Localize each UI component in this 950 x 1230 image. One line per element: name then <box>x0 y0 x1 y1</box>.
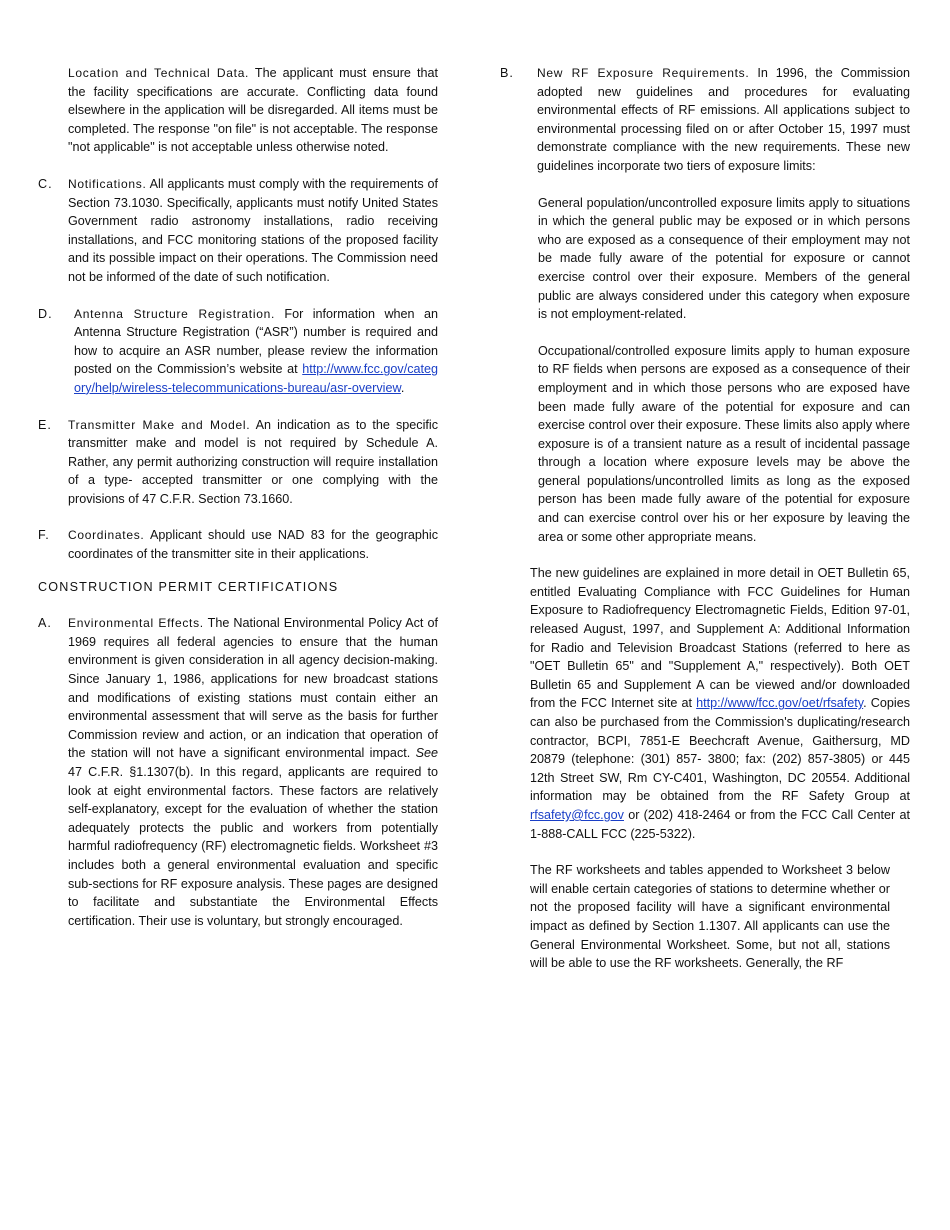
occupational-limits-paragraph: Occupational/controlled exposure limits apply to human exposure to RF fields when persons are exposed as a consequence of their employment and in which those persons who are exposed have been made fully aware of the potential for exposure and can exercise control over their exposure. These limits also apply where exposure is of a transient nature as a result of incidental passage through a location where exposure levels may be above the general populations/uncontrolled limits as long as the exposed person has been made fully aware of the potential for exposure and can exercise control over his or her exposure by leaving the area or some other appropriate means. <box>538 343 910 544</box>
environmental-effects-section <box>38 614 438 930</box>
right-column <box>500 64 910 991</box>
environmental-effects-heading: Environmental Effects. <box>68 616 204 631</box>
section-e-label: E. <box>38 417 52 432</box>
environmental-effects-text-2: 47 C.F.R. §1.1307(b). In this regard, applicants are required to look at eight environmental factors. These factors are relatively self-explanatory, except for the evaluation of whether the station adequately protects the public and workers from potentially harmful radiofrequency (RF) electromagnetic fields. Worksheet #3 includes both a general environmental evaluation and specific sub-sections for RF exposure analysis. These pages are designed to facilitate and substantiate the Environmental Effects certification. Their use is voluntary, but strongly encouraged. <box>68 765 438 928</box>
see-citation: See <box>415 746 438 761</box>
left-column <box>38 64 438 948</box>
section-c-label: C. <box>38 176 53 191</box>
oet-bulletin-text-1: The new guidelines are explained in more detail in OET Bulletin 65, entitled Evaluating Compliance with FCC Guidelines for Human Exposure to Radiofrequency Electromagnetic Fields, Edition 97-01, released August, 1997, and Supplement A: Additional Information for Radio and Television Broadcast Stations (referred to here as "OET Bulletin 65" and "Supplement A," respectively). Both OET Bulletin 65 and Supplement A can be viewed and/or downloaded from the FCC Internet site at <box>530 566 910 711</box>
coordinates-text: Applicant should use NAD 83 for the geographic coordinates of the transmitter site in their applications. <box>68 528 438 562</box>
section-f-label: F. <box>38 528 50 543</box>
construction-permit-certifications-heading: CONSTRUCTION PERMIT CERTIFICATIONS <box>38 579 339 594</box>
section-b-label: B. <box>500 66 514 80</box>
notifications-section <box>38 175 438 287</box>
oet-bulletin-text-3: or (202) 418-2464 or from the FCC Call Center at 1-888-CALL FCC (225-5322). <box>530 807 910 841</box>
asr-link-period: . <box>400 380 405 395</box>
section-d-label: D. <box>38 306 53 321</box>
transmitter-make-model-text: An indication as to the specific transmitter make and model is not required by Schedule A. Rather, any permit authorizing construction will require installation of a type- accepted transmitter or one complying with the provisions of 47 C.F.R. Section 73.1660. <box>68 417 438 506</box>
location-technical-data-heading: Location and Technical Data. <box>68 66 250 80</box>
transmitter-make-model-heading: Transmitter Make and Model. <box>68 417 251 432</box>
antenna-structure-registration-heading: Antenna Structure Registration. <box>74 306 275 321</box>
oet-bulletin-paragraph <box>500 564 910 843</box>
rfsafety-email-link[interactable]: rfsafety@fcc.gov <box>530 807 624 822</box>
rf-exposure-requirements-text: In 1996, the Commission adopted new guidelines and procedures for evaluating environmental effects of RF emissions. All applications subject to environmental processing filed on or after October 15, 1997 must demonstrate compliance with the new requirements. These new guidelines incorporate two tiers of exposure limits: <box>537 66 910 173</box>
transmitter-make-model-section <box>38 416 438 509</box>
environmental-effects-text-1: The National Environmental Policy Act of 1969 requires all federal agencies to ensure that the human environment is given consideration in all agency decision-making. Since January 1, 1986, applications for new broadcast stations and modifications of existing stations must contain either an environmental assessment that will serve as the basis for further Commission review and action, or an indication that operation of the station will not have a significant environmental impact. <box>68 616 438 761</box>
notifications-text: All applicants must comply with the requirements of Section 73.1030. Specifically, applicants must notify United States Government radio astronomy installations, radio receiving installations, and FCC monitoring stations of the proposed facility and its possible impact on their operations. The Commission need not be informed of the date of such notification. <box>68 176 438 284</box>
notifications-heading: Notifications. <box>68 176 147 191</box>
asr-overview-link[interactable]: http://www.fcc.gov/category/help/wireless-telecommunications-bureau/asr-overview <box>74 362 439 395</box>
location-technical-data-paragraph <box>38 64 438 157</box>
coordinates-heading: Coordinates. <box>68 528 145 543</box>
rfsafety-website-link[interactable]: http://www/fcc.gov/oet/rfsafety <box>696 696 864 711</box>
rf-worksheets-paragraph: The RF worksheets and tables appended to Worksheet 3 below will enable certain categories of stations to determine whether or not the proposed facility will have a significant environmental impact as defined by Section 1.1307. All applicants can use the General Environmental Worksheet. Some, but not all, stations will be able to use the RF worksheets. Generally, the RF <box>530 863 890 971</box>
coordinates-section <box>38 526 438 563</box>
location-technical-data-text: The applicant must ensure that the facility specifications are accurate. Conflicting data found elsewhere in the application will be disregarded. All items must be completed. The response "on file" is not acceptable. The response "not applicable" is not acceptable unless otherwise noted. <box>68 66 438 155</box>
section-a-label: A. <box>38 616 52 631</box>
oet-bulletin-text-2: . Copies can also be purchased from the Commission's duplicating/research contractor, BCPI, 7851-E Beechcraft Avenue, Gaithersurg, MD 20879 (telephone: (301) 857- 3800; fax: (202) 857-3805) or 445 12th Street SW, Rm CY-C401, Washington, DC 20554. Additional information may be obtained from the RF Safety Group at <box>530 696 910 804</box>
rf-exposure-requirements-section <box>500 64 910 176</box>
antenna-structure-registration-text: For information when an Antenna Structure Registration (“ASR”) number is required and how to acquire an ASR number, please review the information posted on the Commission’s website at <box>74 306 438 377</box>
general-population-limits-paragraph: General population/uncontrolled exposure limits apply to situations in which the general public may be exposed or in which persons who are exposed as a consequence of their employment may not be made fully aware of the potential for exposure or cannot exercise control over their exposure. Members of the general public are always considered under this category when exposure is not employment-related. <box>538 195 910 322</box>
rf-exposure-requirements-heading: New RF Exposure Requirements. <box>537 66 750 80</box>
antenna-structure-registration-section <box>38 305 438 398</box>
